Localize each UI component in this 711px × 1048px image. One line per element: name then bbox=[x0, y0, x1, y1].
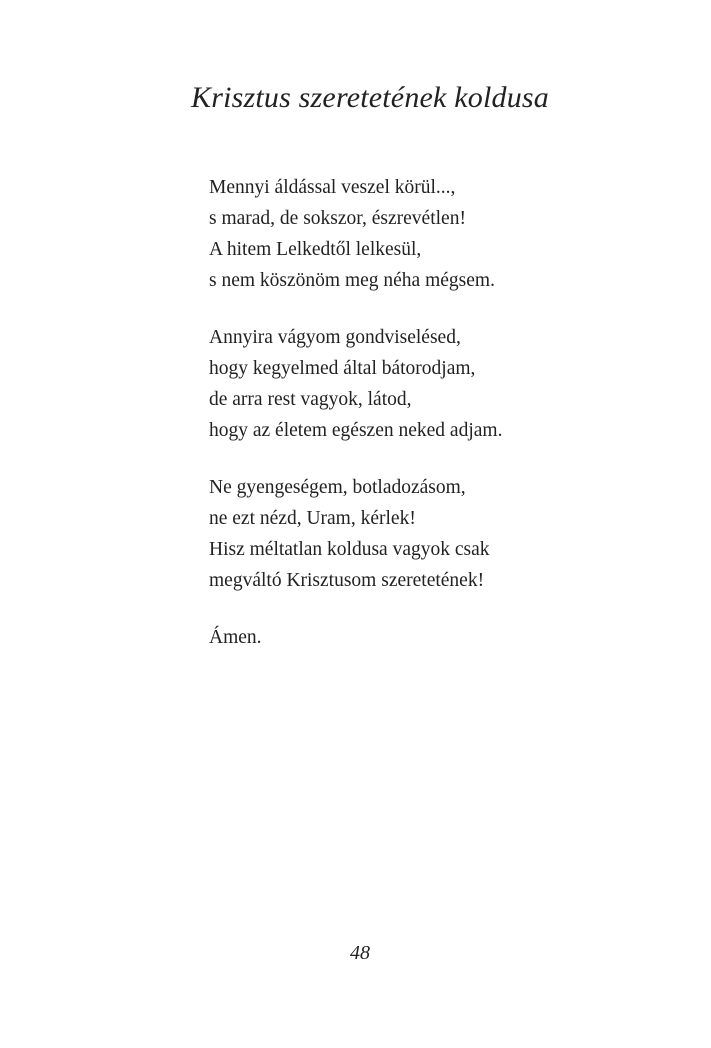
poem-line: Annyira vágyom gondviselésed, bbox=[209, 327, 461, 348]
page-number: 48 bbox=[350, 942, 370, 964]
poem-line: s nem köszönöm meg néha mégsem. bbox=[209, 270, 495, 291]
stanza-2 bbox=[209, 322, 669, 446]
poem-line: Ne gyengeségem, botladozásom, bbox=[209, 477, 466, 498]
poem-line: s marad, de sokszor, észrevétlen! bbox=[209, 208, 466, 229]
poem-line: hogy az életem egészen neked adjam. bbox=[209, 420, 503, 441]
poem-line: ne ezt nézd, Uram, kérlek! bbox=[209, 508, 416, 529]
poem-title: Krisztus szeretetének koldusa bbox=[191, 81, 549, 114]
poem-closing: Ámen. bbox=[209, 627, 262, 648]
poem-line: hogy kegyelmed által bátorodjam, bbox=[209, 358, 476, 379]
poem-line: Hisz méltatlan koldusa vagyok csak bbox=[209, 539, 490, 560]
poem-body bbox=[209, 172, 669, 653]
stanza-3 bbox=[209, 472, 669, 596]
poem-line: Mennyi áldással veszel körül..., bbox=[209, 177, 456, 198]
poem-line: de arra rest vagyok, látod, bbox=[209, 389, 412, 410]
stanza-1 bbox=[209, 172, 669, 296]
poem-line: A hitem Lelkedtől lelkesül, bbox=[209, 239, 422, 260]
poem-line: megváltó Krisztusom szeretetének! bbox=[209, 570, 485, 591]
